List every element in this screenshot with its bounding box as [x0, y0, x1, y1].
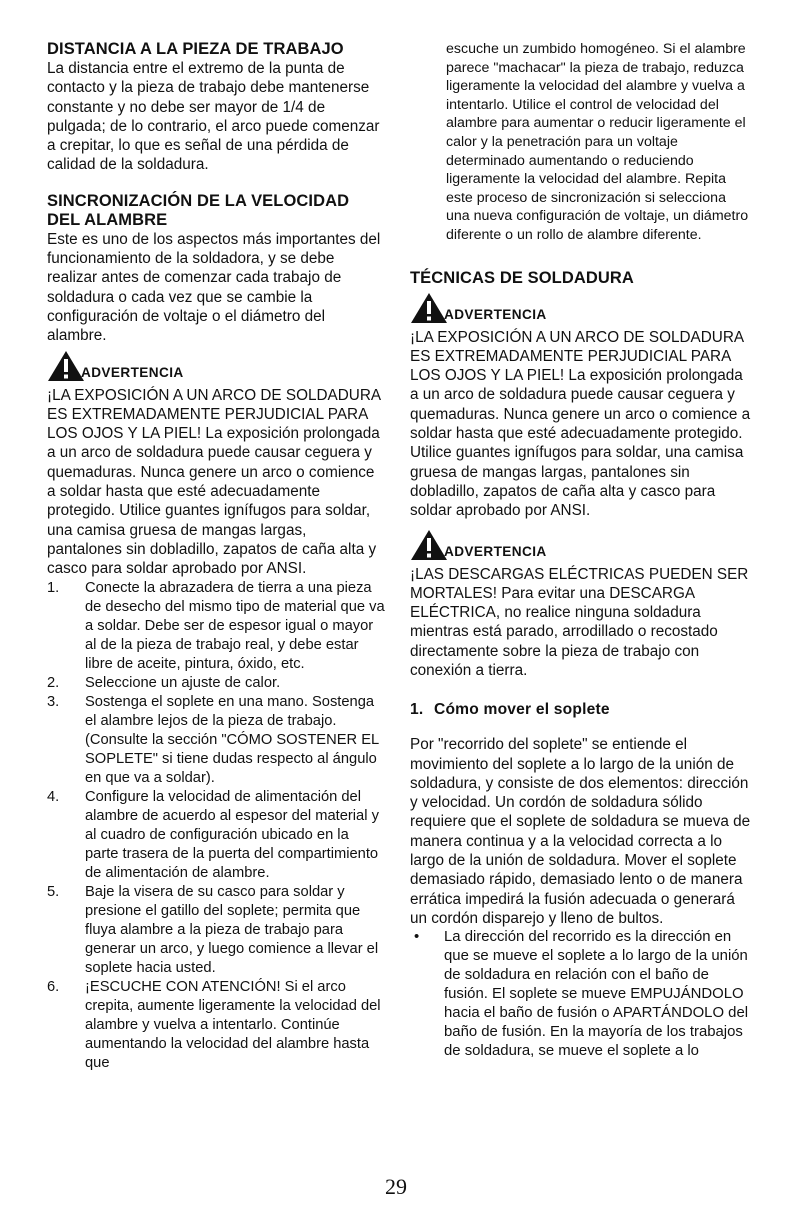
list-item — [410, 928, 753, 1061]
list-item-number: 1. — [47, 579, 60, 596]
right-column — [410, 40, 753, 1061]
page-number: 29 — [385, 1174, 407, 1199]
list-item-number: 6. — [47, 978, 60, 995]
list-item-text: La dirección del recorrido es la dirección en que se mueve el soplete a lo largo de la unión de soldadura en relación con el baño de fusión. El soplete se mueve EMPUJÁNDOLO hacia el baño de fusión o APARTÁNDOLO del baño de fusión. En la mayoría de los trabajos de soldadura, se mueve el soplete a lo — [444, 929, 749, 1060]
list-item-text: Baje la visera de su casco para soldar y presione el gatillo del soplete; permita que fluya alambre a la pieza de trabajo para generar un arco, y luego comience a llevar el soplete hacia usted. — [85, 883, 379, 976]
list-item — [47, 978, 385, 1073]
subsection-body: Por "recorrido del soplete" se entiende el movimiento del soplete a lo largo de la unión de soldadura, y consiste de dos elementos: dirección y velocidad. Un cordón de soldadura sólido requiere que el soplete de soldadura se mueva de manera continua y a la velocidad correcta a lo largo de la unión de soldadura. Mover el soplete demasiado rápido, demasiado lento o de manera errática impedirá la fusión adecuada o generará un cordón disparejo y lleno de bultos. — [410, 736, 751, 927]
list-item — [47, 579, 385, 674]
warning-banner — [47, 348, 385, 382]
warning-label: ADVERTENCIA — [444, 543, 547, 559]
warning-triangle-icon — [410, 529, 448, 561]
section-title-tecnicas: TÉCNICAS DE SOLDADURA — [410, 268, 634, 287]
warning-triangle-icon — [47, 350, 85, 382]
list-item-number: 3. — [47, 693, 60, 710]
subsection-title-text: Cómo mover el soplete — [434, 701, 610, 719]
warning-text: ¡LA EXPOSICIÓN A UN ARCO DE SOLDADURA ES EXTREMADAMENTE PERJUDICIAL PARA LOS OJOS Y LA PIEL! La exposición prolongada a un arco de soldadura puede causar ceguera y quemaduras. Nunca genere un arco o comience a soldar hasta que esté adecuadamente protegido. Utilice guantes ignífugos para soldar, una camisa gruesa de mangas largas, pantalones sin dobladillo, zapatos de caña alta y casco para soldar aprobado por ANSI. — [410, 328, 751, 520]
list-item-text: Sostenga el soplete en una mano. Sostenga el alambre lejos de la pieza de trabajo. (Consulte la sección "CÓMO SOSTENER EL SOPLETE" si tiene dudas respecto al ángulo en que va a soldar). — [85, 693, 379, 786]
list-item-text: Seleccione un ajuste de calor. — [85, 674, 281, 691]
list-item-text: ¡ESCUCHE CON ATENCIÓN! Si el arco crepita, aumente ligeramente la velocidad del alambre y vuelva a intentarlo. Continúe aumentando la velocidad del alambre hasta que — [85, 978, 381, 1071]
steps-list — [47, 579, 385, 1073]
bullet-icon: • — [414, 929, 420, 946]
left-column — [47, 40, 385, 1073]
warning-text: ¡LA EXPOSICIÓN A UN ARCO DE SOLDADURA ES EXTREMADAMENTE PERJUDICIAL PARA LOS OJOS Y LA PIEL! La exposición prolongada a un arco de soldadura puede causar ceguera y quemaduras. Nunca genere un arco o comience a soldar hasta que esté adecuadamente protegido. Utilice guantes ignífugos para soldar, una camisa gruesa de mangas largas, pantalones sin dobladillo, zapatos de caña alta y casco para soldar aprobado por ANSI. — [47, 386, 381, 578]
warning-label: ADVERTENCIA — [81, 364, 184, 380]
section-title-distancia: DISTANCIA A LA PIEZA DE TRABAJO — [47, 40, 344, 58]
list-item — [47, 693, 385, 788]
list-item-number: 2. — [47, 674, 60, 691]
list-item — [47, 674, 385, 693]
subsection-number: 1. — [410, 701, 424, 719]
list-item-number: 5. — [47, 883, 60, 900]
warning-label: ADVERTENCIA — [444, 306, 547, 322]
step-continuation: escuche un zumbido homogéneo. Si el alambre parece "machacar" la pieza de trabajo, reduzca ligeramente la velocidad del alambre y vuelva a intentarlo. Utilice el control de velocidad del alambre para aumentar o reducir ligeramente el calor y la penetración para un voltaje determinado aumentando o reduciendo ligeramente la velocidad del alambre. Repita este proceso de sincronización si selecciona una nueva configuración de voltaje, un diámetro diferente o un rollo de alambre diferente. — [446, 41, 749, 243]
warning-triangle-icon — [410, 292, 448, 324]
list-item — [47, 883, 385, 978]
warning-text: ¡LAS DESCARGAS ELÉCTRICAS PUEDEN SER MORTALES! Para evitar una DESCARGA ELÉCTRICA, no realice ninguna soldadura mientras está parado, arrodillado o recostado directamente sobre la pieza de trabajo con conexión a tierra. — [410, 565, 749, 679]
warning-banner — [410, 290, 753, 324]
list-item-text: Conecte la abrazadera de tierra a una pieza de desecho del mismo tipo de material que va a soldar. Debe ser de espesor igual o mayor al de la pieza de trabajo real, y debe estar libre de aceite, pintura, óxido, etc. — [85, 579, 385, 672]
section-title-sincronizacion: SINCRONIZACIÓN DE LA VELOCIDAD DEL ALAMBRE — [47, 191, 350, 229]
section-body-sincronizacion: Este es uno de los aspectos más importantes del funcionamiento de la soldadora, y se debe realizar antes de comenzar cada trabajo de soldadura o cada vez que se cambie la configuración de voltaje o el diámetro del alambre. — [47, 230, 381, 345]
warning-banner — [410, 527, 753, 561]
subsection-title — [410, 700, 753, 719]
bullet-list — [410, 928, 753, 1061]
list-item-text: Configure la velocidad de alimentación del alambre de acuerdo al espesor del material y al cuadro de configuración ubicado en la parte trasera de la puerta del compartimiento de alimentación de alambre. — [85, 788, 379, 881]
list-item-number: 4. — [47, 788, 60, 805]
list-item — [47, 788, 385, 883]
section-body-distancia: La distancia entre el extremo de la punta de contacto y la pieza de trabajo debe mantenerse constante y no debe ser mayor de 1/4 de pulgada; de lo contrario, el arco puede comenzar a crepitar, lo que es señal de una pérdida de calidad de la soldadura. — [47, 60, 380, 174]
